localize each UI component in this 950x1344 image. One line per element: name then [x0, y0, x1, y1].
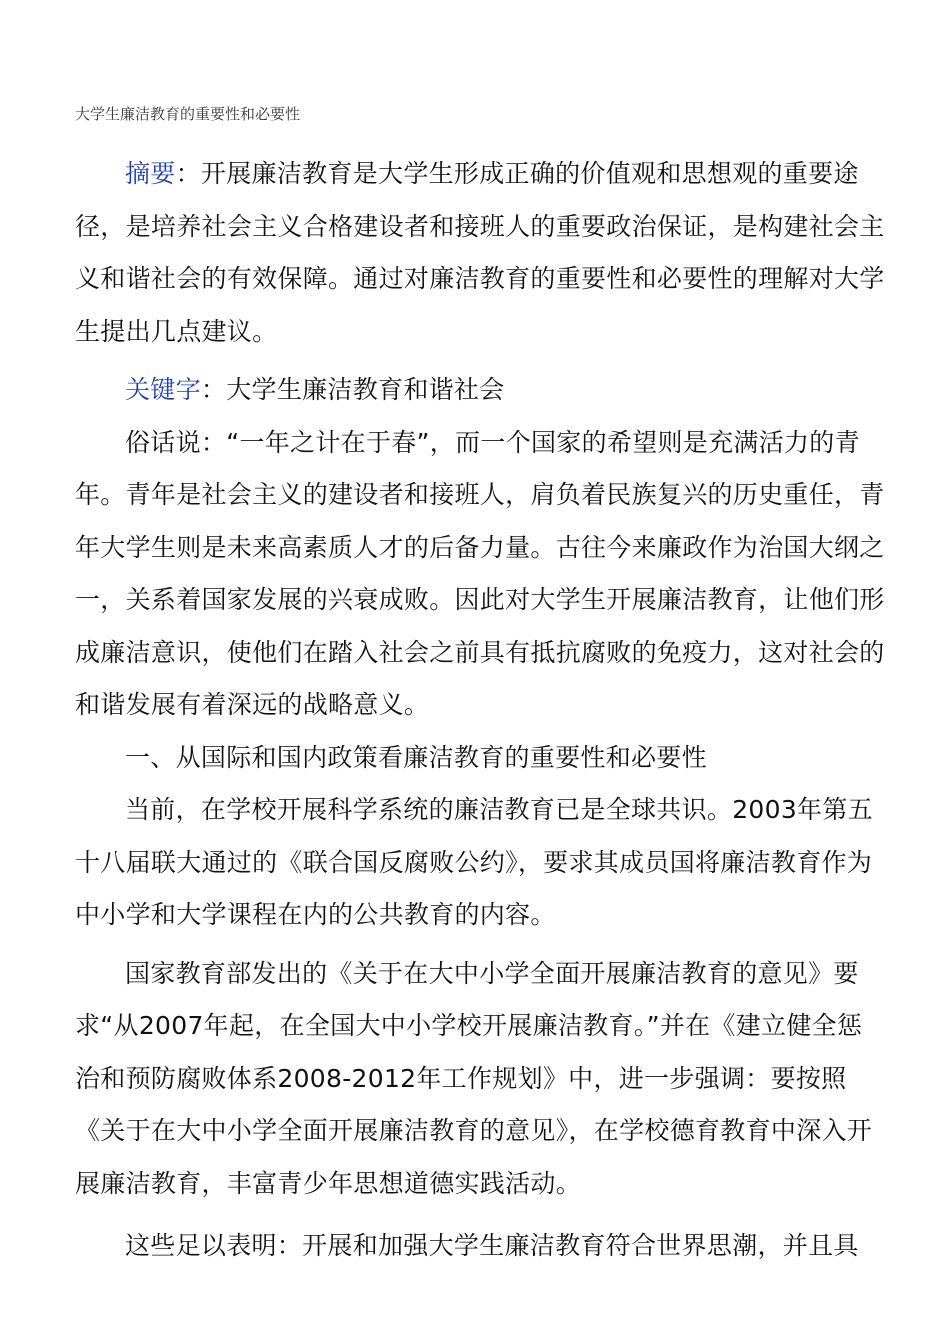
abstract-text: 开展廉洁教育是大学生形成正确的价值观和思想观的重要途径，是培养社会主义合格建设者和接班人的重要政治保证，是构建社会主义和谐社会的有效保障。通过对廉洁教育的重要性和必要性的理解对大学生提出几点建议。	[75, 159, 885, 346]
abstract-paragraph	[75, 148, 887, 358]
body-paragraph-intro: 俗话说：“一年之计在于春”，而一个国家的希望则是充满活力的青年。青年是社会主义的建设者和接班人，肩负着民族复兴的历史重任，青年大学生则是未来高素质人才的后备力量。古往今来廉政作为治国大纲之一，关系着国家发展的兴衰成败。因此对大学生开展廉洁教育，让他们形成廉洁意识，使他们在踏入社会之前具有抵抗腐败的免疫力，这对社会的和谐发展有着深远的战略意义。	[75, 427, 885, 719]
keywords-text: 大学生廉洁教育和谐社会	[226, 375, 505, 404]
document-body	[75, 148, 887, 1273]
section-heading-1: 一、从国际和国内政策看廉洁教育的重要性和必要性	[125, 742, 707, 772]
page-header: 大学生廉洁教育的重要性和必要性	[75, 105, 301, 123]
abstract-separator: ：	[175, 159, 201, 188]
keywords-label: 关键字	[125, 375, 201, 404]
abstract-label: 摘要	[125, 159, 176, 188]
keywords-separator: ：	[200, 375, 227, 404]
body-paragraph-international: 当前，在学校开展科学系统的廉洁教育已是全球共识。2003年第五十八届联大通过的《联合国反腐败公约》，要求其成员国将廉洁教育作为中小学和大学课程在内的公共教育的内容。	[75, 795, 873, 929]
keywords-paragraph	[75, 364, 887, 417]
body-paragraph-conclusion: 这些足以表明：开展和加强大学生廉洁教育符合世界思潮，并且具	[125, 1231, 859, 1260]
body-paragraph-domestic: 国家教育部发出的《关于在大中小学全面开展廉洁教育的意见》要求“从2007年起，在全国大中小学校开展廉洁教育。”并在《建立健全惩治和预防腐败体系2008-2012年工作规划》中，进一步强调：要按照《关于在大中小学全面开展廉洁教育的意见》，在学校德育教育中深入开展廉洁教育，丰富青少年思想道德实践活动。	[75, 958, 873, 1198]
